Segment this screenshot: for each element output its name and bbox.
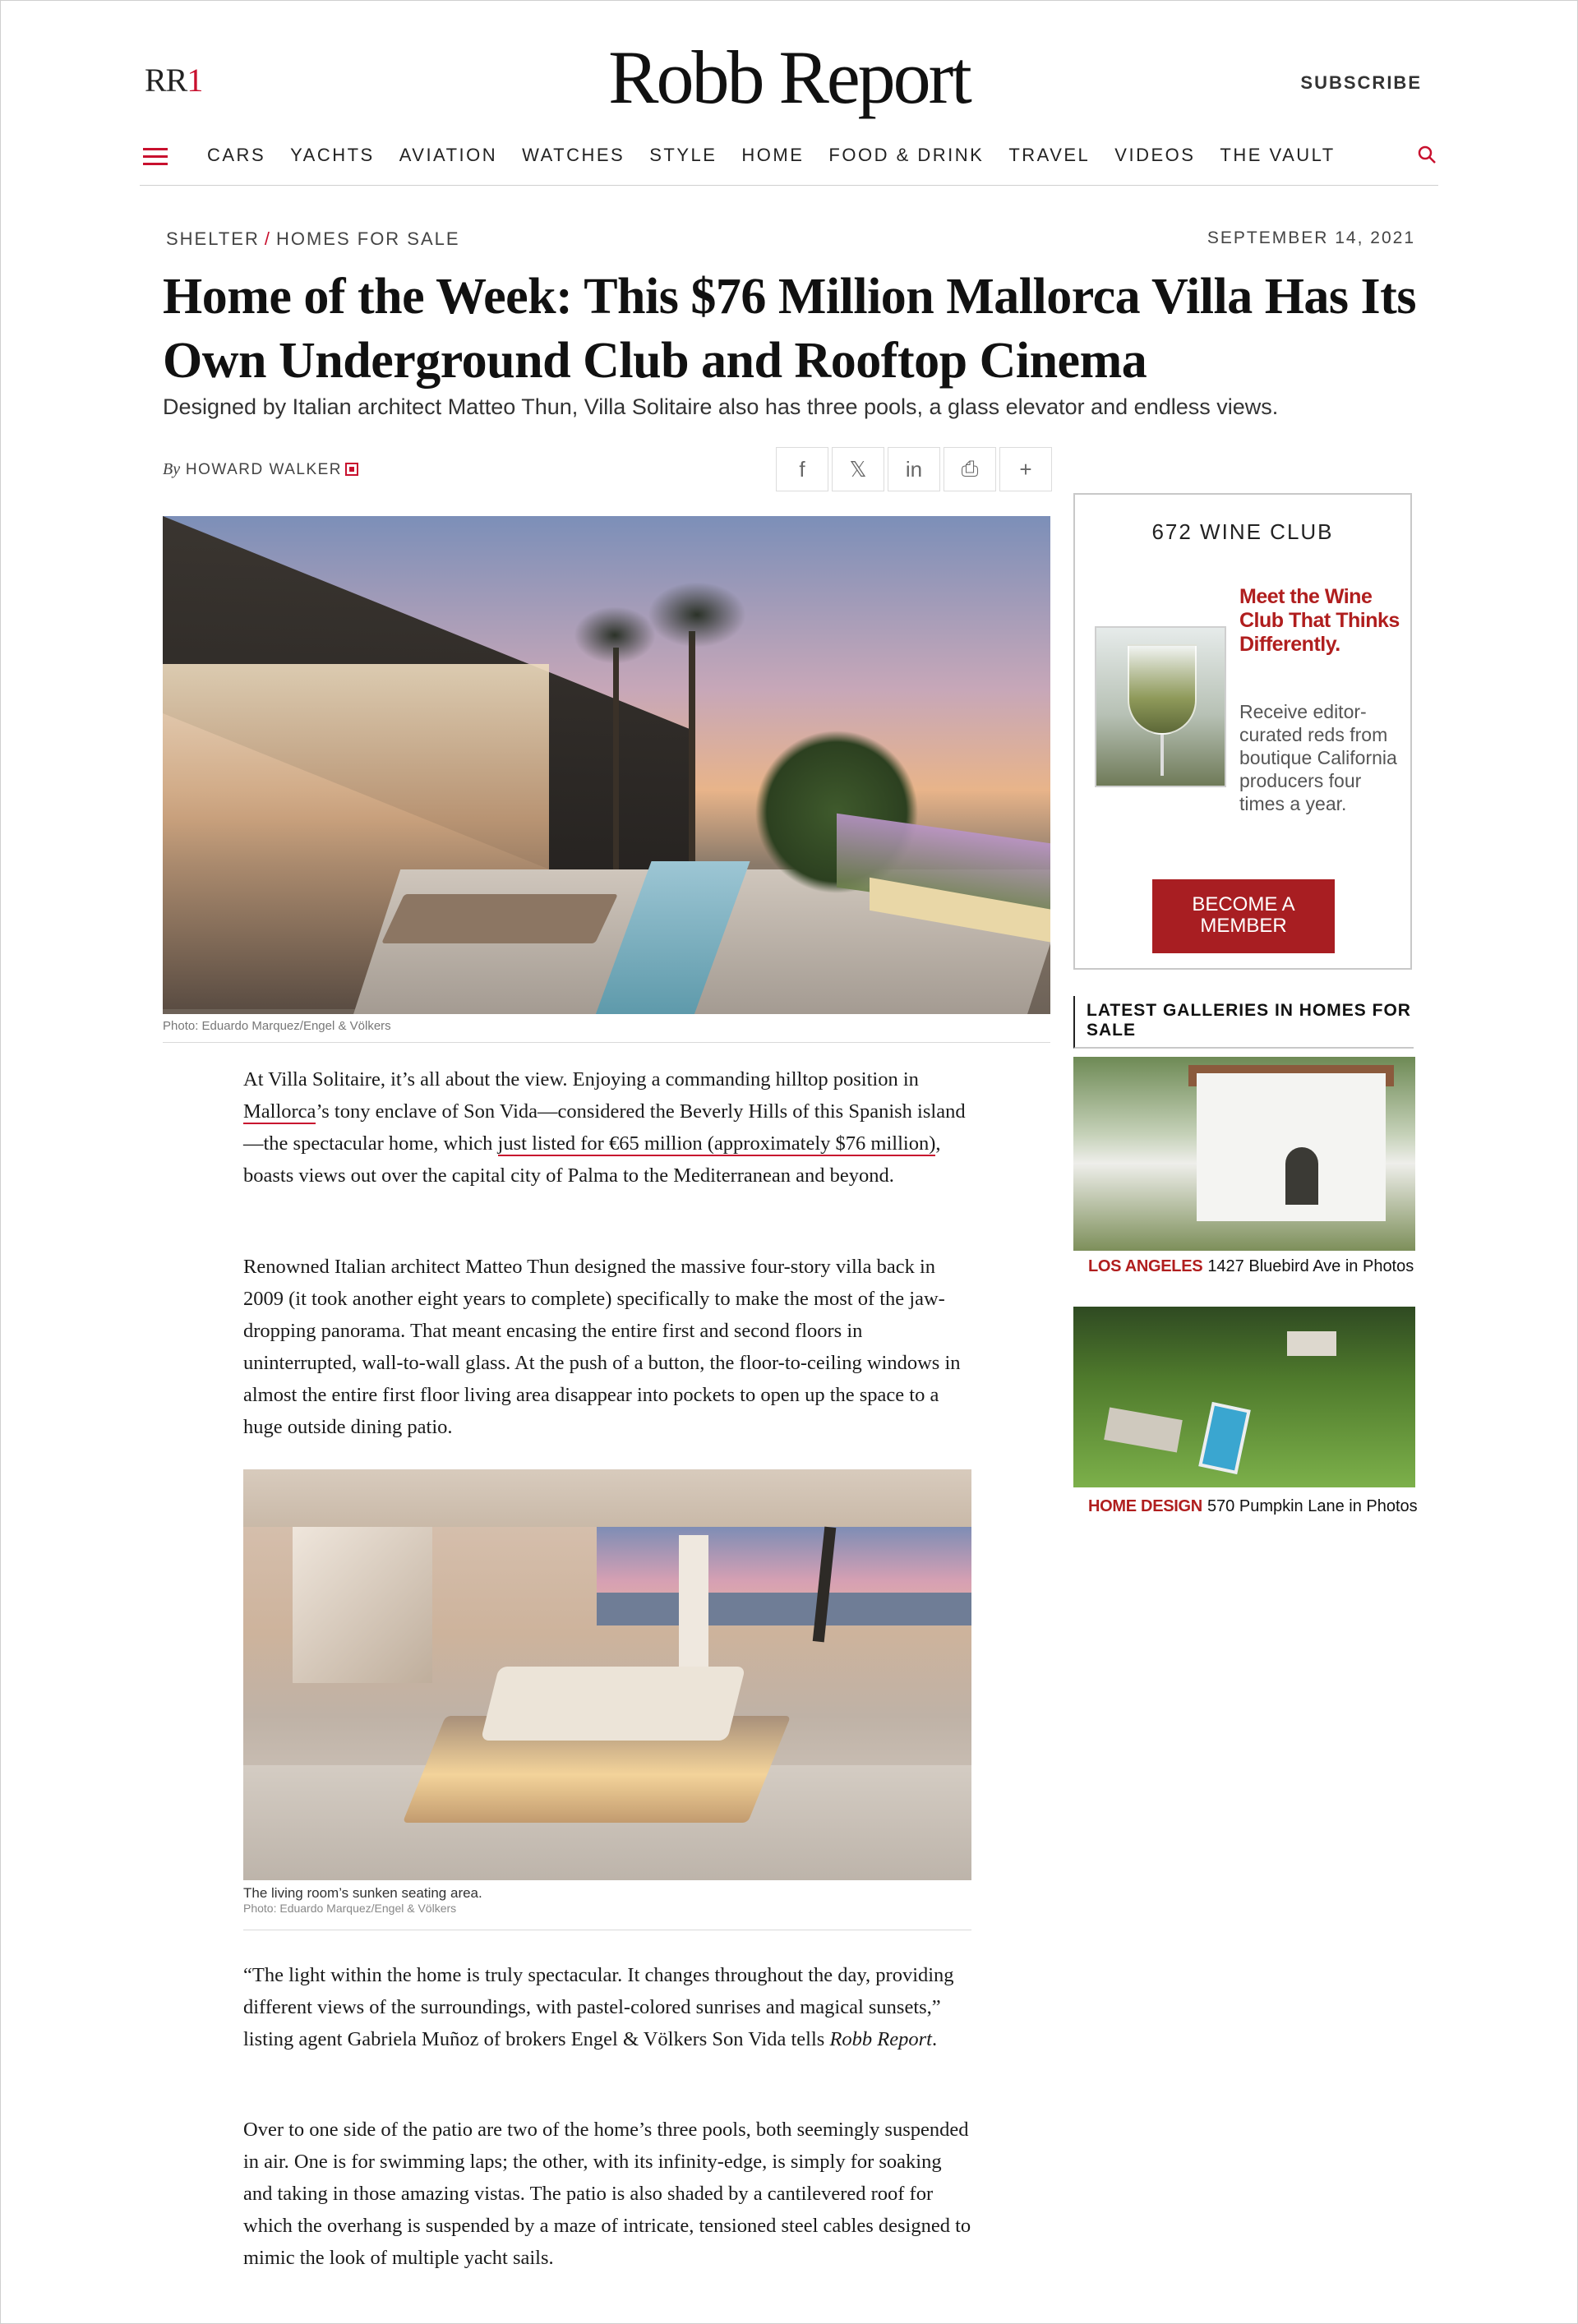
- gallery-image-bluebird[interactable]: [1073, 1057, 1415, 1251]
- nav-items: [207, 145, 1336, 166]
- search-icon[interactable]: [1417, 145, 1438, 166]
- article-dek: Designed by Italian architect Matteo Thun, Villa Solitaire also has three pools, a glass elevator and endless views.: [163, 394, 1279, 419]
- gallery-category: LOS ANGELES: [1088, 1257, 1203, 1275]
- hamburger-menu-icon[interactable]: [143, 148, 168, 166]
- wine-club-ad[interactable]: [1073, 493, 1412, 970]
- nav-item-home[interactable]: HOME: [741, 145, 805, 165]
- breadcrumb-separator: /: [264, 228, 271, 249]
- gallery-image-pumpkin-lane[interactable]: [1073, 1307, 1415, 1487]
- article-paragraph-1: At Villa Solitaire, it’s all about the view. Enjoying a commanding hilltop position in Mallorca’s tony enclave of Son Vida—considered the Beverly Hills of this Spanish island—the spectacular home, which just listed for €65 million (approximately $76 million), boasts views out over the capital city of Palma to the Mediterranean and beyond.: [243, 1068, 966, 1187]
- author-badge-icon: [345, 463, 358, 476]
- gallery-caption-pumpkin-lane[interactable]: [1088, 1497, 1418, 1516]
- nav-item-watches[interactable]: WATCHES: [522, 145, 625, 165]
- nav-item-cars[interactable]: CARS: [207, 145, 266, 165]
- nav-item-food-drink[interactable]: FOOD & DRINK: [828, 145, 985, 165]
- byline-by: By: [163, 460, 181, 478]
- ad-body: Receive editor-curated reds from boutique California producers four times a year.: [1239, 701, 1397, 814]
- listing-price-link[interactable]: just listed for €65 million (approximately $76 million): [497, 1132, 936, 1155]
- share-bar: [776, 447, 1052, 491]
- breadcrumb-homes-for-sale[interactable]: HOMES FOR SALE: [275, 228, 460, 249]
- article-paragraph-2: Renowned Italian architect Matteo Thun designed the massive four-story villa back in 2009 (it took another eight years to complete) specifically to make the most of the jaw-dropping panorama. That meant encasing the entire first and second floors in uninterrupted, wall-to-wall glass. At the push of a button, the floor-to-ceiling windows in almost the entire first floor living area disappear into pockets to open up the space to a huge outside dining patio.: [243, 1256, 961, 1438]
- breadcrumb-shelter[interactable]: SHELTER: [166, 228, 260, 249]
- article-headline: Home of the Week: This $76 Million Mallorca Villa Has Its Own Underground Club and Rooftop Cinema: [163, 269, 1416, 389]
- author-link[interactable]: HOWARD WALKER: [185, 461, 343, 478]
- image-photo-credit: Photo: Eduardo Marquez/Engel & Völkers: [243, 1902, 457, 1915]
- print-button[interactable]: ⎙: [944, 447, 996, 491]
- hero-image: [163, 516, 1050, 1014]
- more-share-button[interactable]: +: [999, 447, 1052, 491]
- gallery-title: 570 Pumpkin Lane in Photos: [1207, 1497, 1418, 1515]
- hero-photo-credit: Photo: Eduardo Marquez/Engel & Völkers: [163, 1019, 391, 1033]
- article-paragraph-4: Over to one side of the patio are two of the home’s three pools, both seemingly suspended in air. One is for swimming laps; the other, with its infinity-edge, is simply for soaking and taking in those amazing vistas. The patio is also shaded by a cantilevered roof for which the overhang is suspended by a maze of intricate, tensioned steel cables designed to mimic the look of multiple yacht sails.: [243, 2119, 971, 2269]
- byline: [163, 460, 358, 479]
- ad-brand: 672 WINE CLUB: [1151, 519, 1334, 544]
- nav-item-aviation[interactable]: AVIATION: [399, 145, 498, 165]
- article-paragraph-3: “The light within the home is truly spectacular. It changes throughout the day, providing different views of the surroundings, with pastel-colored sunrises and magical sunsets,” listing agent Gabriela Muñoz of brokers Engel & Völkers Son Vida tells Robb Report.: [243, 1964, 954, 2050]
- become-member-button[interactable]: BECOME A MEMBER: [1152, 879, 1335, 953]
- nav-item-yachts[interactable]: YACHTS: [290, 145, 375, 165]
- linkedin-share-button[interactable]: in: [888, 447, 940, 491]
- nav-item-the-vault[interactable]: THE VAULT: [1220, 145, 1336, 165]
- breadcrumb: [166, 228, 460, 250]
- nav-item-videos[interactable]: VIDEOS: [1114, 145, 1196, 165]
- gallery-category: HOME DESIGN: [1088, 1497, 1202, 1515]
- divider: [163, 1042, 1050, 1043]
- facebook-share-button[interactable]: f: [776, 447, 828, 491]
- publish-date: SEPTEMBER 14, 2021: [1207, 228, 1415, 247]
- image-caption: The living room’s sunken seating area.: [243, 1885, 482, 1901]
- main-nav: [140, 140, 1438, 186]
- wine-glass-image: [1095, 626, 1226, 787]
- robb-report-masthead[interactable]: Robb Report: [608, 35, 970, 119]
- gallery-caption-bluebird[interactable]: [1088, 1257, 1414, 1276]
- ad-headline: Meet the Wine Club That Thinks Differently.: [1239, 585, 1400, 656]
- mallorca-link[interactable]: Mallorca: [243, 1100, 316, 1123]
- gallery-title: 1427 Bluebird Ave in Photos: [1207, 1257, 1414, 1275]
- nav-item-style[interactable]: STYLE: [649, 145, 717, 165]
- rr1-logo[interactable]: RR1: [145, 62, 203, 99]
- x-share-button[interactable]: 𝕏: [832, 447, 884, 491]
- latest-galleries-heading: LATEST GALLERIES IN HOMES FOR SALE: [1073, 996, 1414, 1049]
- nav-item-travel[interactable]: TRAVEL: [1008, 145, 1091, 165]
- subscribe-link[interactable]: SUBSCRIBE: [1300, 72, 1422, 93]
- living-room-image: [243, 1469, 971, 1880]
